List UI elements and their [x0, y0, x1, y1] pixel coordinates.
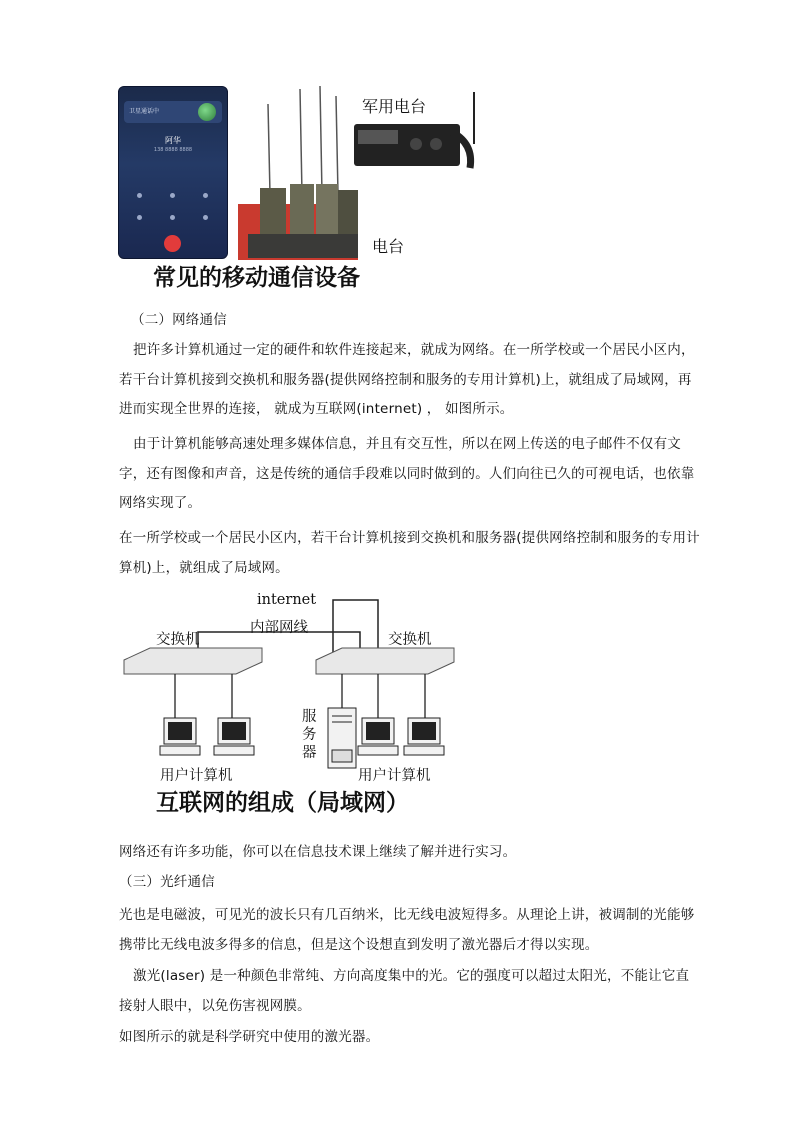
antenna-line — [320, 86, 322, 194]
knob-icon — [410, 138, 422, 150]
keypad-dot-icon — [203, 215, 208, 220]
figure-mobile-devices — [118, 84, 478, 264]
hangup-icon — [164, 235, 181, 252]
internet-label: internet — [257, 592, 317, 608]
fiber-paragraph-2: 激光(laser) 是一种颜色非常纯、方向高度集中的光。它的强度可以超过太阳光，不能让它直接射人眼中，以免伤害视网膜。 — [119, 968, 690, 1014]
switch-right-label: 交换机 — [388, 632, 432, 648]
switch-left-label: 交换机 — [156, 632, 200, 648]
switch-right — [316, 648, 454, 674]
radio-equipment-photo — [238, 84, 478, 264]
computer-icon — [358, 718, 398, 755]
globe-icon — [198, 103, 216, 121]
server-label: 服务器 — [302, 709, 317, 761]
phone-contact-name: 阿华 — [165, 136, 181, 145]
phone-screenshot — [118, 86, 228, 259]
inner-line-label: 内部网线 — [250, 620, 308, 636]
computer-icon — [160, 718, 200, 755]
computer-icon — [404, 718, 444, 755]
keypad-dot-icon — [170, 215, 175, 220]
knob-icon — [430, 138, 442, 150]
section-network-heading: （二）网络通信 — [131, 312, 227, 328]
label-military-radio: 军用电台 — [362, 97, 427, 116]
radio-pack — [290, 184, 314, 236]
network-paragraph-3: 在一所学校或一个居民小区内，若干台计算机接到交换机和服务器(提供网络控制和服务的专用计算机)上，就组成了局域网。 — [119, 530, 700, 576]
radio-pack — [316, 184, 338, 236]
figure-lan-diagram — [120, 590, 460, 785]
network-more-paragraph: 网络还有许多功能，你可以在信息技术课上继续了解并进行实习。 — [119, 844, 517, 860]
antenna-line — [336, 96, 338, 194]
figure1-caption: 常见的移动通信设备 — [153, 265, 360, 291]
phone-status-label: 卫星通话中 — [129, 108, 160, 115]
keypad-dot-icon — [170, 193, 175, 198]
fiber-paragraph-3: 如图所示的就是科学研究中使用的激光器。 — [119, 1029, 380, 1045]
network-paragraph-1: 把许多计算机通过一定的硬件和软件连接起来，就成为网络。在一所学校或一个居民小区内，若干台计算机接到交换机和服务器(提供网络控制和服务的专用计算机)上，就组成了局域网，再进而实现全世界的连接， 就成为互联网(internet) ， 如图所示。 — [119, 342, 695, 417]
user-right-label: 用户计算机 — [358, 768, 431, 784]
keypad-dot-icon — [137, 193, 142, 198]
military-radio-panel — [358, 130, 398, 144]
network-paragraph-2: 由于计算机能够高速处理多媒体信息，并且有交互性，所以在网上传送的电子邮件不仅有文字，还有图像和声音，这是传统的通信手段难以同时做到的。人们向往已久的可视电话，也依靠网络实现了。 — [119, 436, 695, 511]
user-left-label: 用户计算机 — [160, 768, 233, 784]
switch-left — [124, 648, 262, 674]
radio-base — [248, 234, 358, 258]
radio-pack — [260, 188, 286, 234]
figure2-caption: 互联网的组成（局域网） — [156, 790, 409, 816]
antenna-line — [268, 104, 270, 194]
fiber-paragraph-1: 光也是电磁波，可见光的波长只有几百纳米，比无线电波短得多。从理论上讲，被调制的光能够携带比无线电波多得多的信息，但是这个设想直到发明了激光器后才得以实现。 — [119, 907, 695, 953]
computer-icon — [214, 718, 254, 755]
phone-number: 138 8888 8888 — [153, 147, 193, 153]
phone-keypad — [129, 187, 217, 227]
phone-status-card — [124, 101, 222, 123]
section-fiber-heading: （三）光纤通信 — [119, 874, 215, 890]
antenna-line — [300, 89, 302, 194]
radio-pack — [338, 190, 358, 234]
internet-line — [333, 600, 378, 652]
keypad-dot-icon — [203, 193, 208, 198]
server-icon — [328, 708, 356, 768]
label-radio: 电台 — [372, 237, 405, 256]
keypad-dot-icon — [137, 215, 142, 220]
